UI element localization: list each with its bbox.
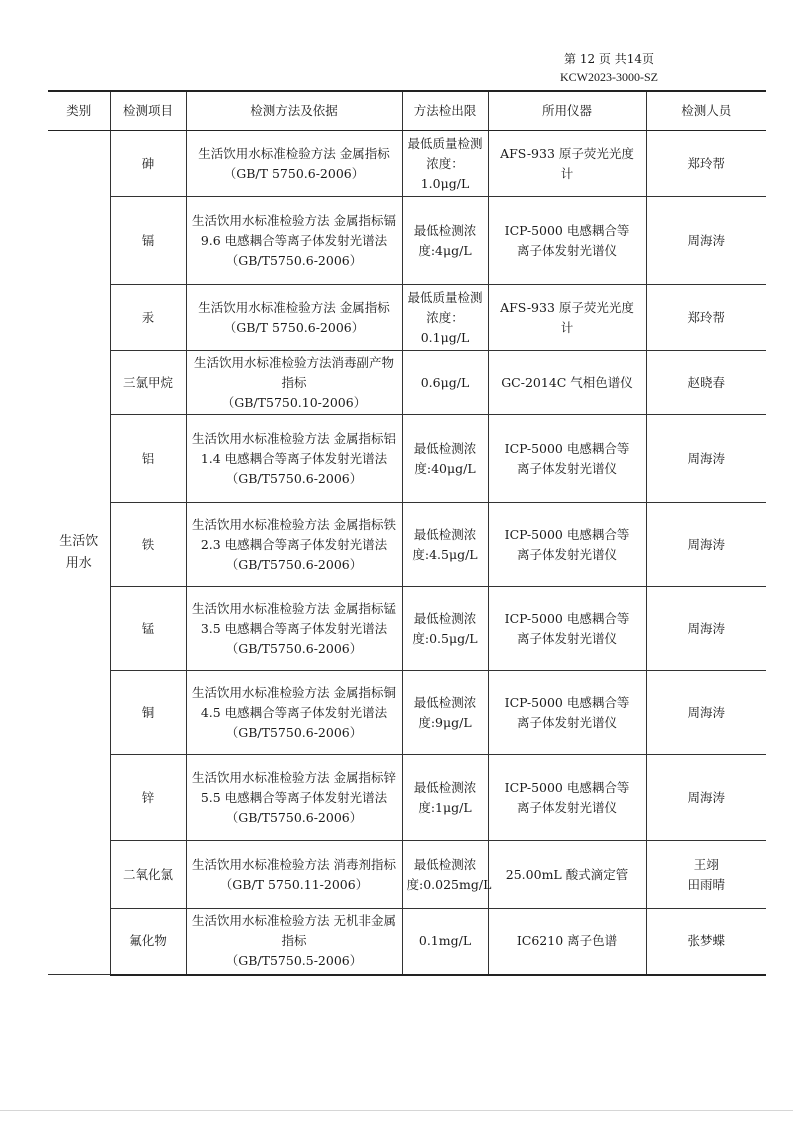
test-item-cell: 铜	[110, 671, 186, 755]
method-standard: （GB/T5750.6-2006）	[225, 724, 363, 740]
method-text: 生活饮用水标准检验方法 金属指标锌 5.5 电感耦合等离子体发射光谱法	[192, 769, 396, 805]
instrument-cell: ICP-5000 电感耦合等离子体发射光谱仪	[488, 503, 646, 587]
detection-limit-cell: 最低质量检测浓度：1.0μg/L	[402, 131, 488, 197]
table-row	[48, 841, 766, 909]
detection-limit-cell: 最低检测浓度:0.5μg/L	[402, 587, 488, 671]
method-standard: （GB/T5750.6-2006）	[225, 640, 363, 656]
detection-limit-cell: 最低检测浓度:40μg/L	[402, 415, 488, 503]
detection-limit-cell: 最低质量检测浓度：0.1μg/L	[402, 285, 488, 351]
method-text: 生活饮用水标准检验方法 金属指标镉 9.6 电感耦合等离子体发射光谱法	[192, 212, 396, 248]
test-item-cell: 铝	[110, 415, 186, 503]
page-bottom-rule	[0, 1110, 793, 1111]
staff-name: 周海涛	[687, 704, 725, 720]
method-standard: （GB/T 5750.11-2006）	[219, 876, 369, 892]
test-item-cell: 锰	[110, 587, 186, 671]
detection-limit-cell: 最低检测浓度:9μg/L	[402, 671, 488, 755]
staff-name: 田雨晴	[687, 876, 725, 892]
table-row	[48, 671, 766, 755]
instrument-cell: 25.00mL 酸式滴定管	[488, 841, 646, 909]
table-row	[48, 503, 766, 587]
test-item-cell: 氟化物	[110, 909, 186, 975]
method-cell	[186, 131, 402, 197]
method-cell	[186, 351, 402, 415]
method-cell	[186, 587, 402, 671]
instrument-cell: GC-2014C 气相色谱仪	[488, 351, 646, 415]
staff-name: 赵晓春	[687, 374, 725, 390]
method-cell	[186, 503, 402, 587]
staff-name: 周海涛	[687, 620, 725, 636]
method-cell	[186, 285, 402, 351]
table-row	[48, 131, 766, 197]
column-header-instrument: 所用仪器	[488, 91, 646, 131]
staff-cell	[646, 671, 766, 755]
method-standard: （GB/T5750.6-2006）	[225, 470, 363, 486]
table-row	[48, 285, 766, 351]
method-text: 生活饮用水标准检验方法 金属指标铁 2.3 电感耦合等离子体发射光谱法	[192, 516, 396, 552]
method-text: 生活饮用水标准检验方法 金属指标锰 3.5 电感耦合等离子体发射光谱法	[192, 600, 396, 636]
method-cell	[186, 671, 402, 755]
table-row	[48, 351, 766, 415]
table-row	[48, 587, 766, 671]
method-standard: （GB/T5750.6-2006）	[225, 809, 363, 825]
staff-cell	[646, 503, 766, 587]
column-header-limit: 方法检出限	[402, 91, 488, 131]
instrument-cell: ICP-5000 电感耦合等离子体发射光谱仪	[488, 197, 646, 285]
instrument-cell: ICP-5000 电感耦合等离子体发射光谱仪	[488, 671, 646, 755]
test-item-cell: 铁	[110, 503, 186, 587]
staff-name: 郑玲帮	[687, 155, 725, 171]
staff-name: 周海涛	[687, 789, 725, 805]
staff-cell	[646, 841, 766, 909]
test-item-cell: 三氯甲烷	[110, 351, 186, 415]
detection-limit-cell: 最低检测浓度:1μg/L	[402, 755, 488, 841]
method-cell	[186, 841, 402, 909]
method-standard: （GB/T5750.6-2006）	[225, 556, 363, 572]
column-header-method: 检测方法及依据	[186, 91, 402, 131]
table-row	[48, 415, 766, 503]
table-row	[48, 909, 766, 975]
staff-cell	[646, 131, 766, 197]
instrument-cell: AFS-933 原子荧光光度计	[488, 285, 646, 351]
method-cell	[186, 755, 402, 841]
detection-limit-cell: 最低检测浓度:0.025mg/L	[402, 841, 488, 909]
test-item-cell: 汞	[110, 285, 186, 351]
staff-name: 周海涛	[687, 536, 725, 552]
staff-cell	[646, 415, 766, 503]
method-text: 生活饮用水标准检验方法 金属指标	[198, 145, 390, 161]
method-standard: （GB/T5750.6-2006）	[225, 252, 363, 268]
test-methods-table-container	[48, 90, 766, 976]
staff-name: 周海涛	[687, 232, 725, 248]
test-item-cell: 锌	[110, 755, 186, 841]
page-number: 第 12 页 共14页	[564, 52, 654, 66]
detection-limit-cell: 最低检测浓度:4.5μg/L	[402, 503, 488, 587]
staff-cell	[646, 197, 766, 285]
table-header-row	[48, 91, 766, 131]
instrument-cell: IC6210 离子色谱	[488, 909, 646, 975]
instrument-cell: ICP-5000 电感耦合等离子体发射光谱仪	[488, 415, 646, 503]
detection-limit-cell: 0.6μg/L	[402, 351, 488, 415]
method-text: 生活饮用水标准检验方法 金属指标	[198, 299, 390, 315]
method-text: 生活饮用水标准检验方法 金属指标铜 4.5 电感耦合等离子体发射光谱法	[192, 684, 396, 720]
staff-cell	[646, 351, 766, 415]
method-text: 生活饮用水标准检验方法 消毒剂指标	[192, 856, 396, 872]
column-header-staff: 检测人员	[646, 91, 766, 131]
staff-name: 王翊	[693, 856, 719, 872]
method-text: 生活饮用水标准检验方法消毒副产物指标	[193, 354, 394, 390]
method-standard: （GB/T5750.10-2006）	[221, 394, 367, 410]
instrument-cell: ICP-5000 电感耦合等离子体发射光谱仪	[488, 587, 646, 671]
method-cell	[186, 197, 402, 285]
column-header-item: 检测项目	[110, 91, 186, 131]
report-number: KCW2023-3000-SZ	[560, 70, 658, 84]
table-row	[48, 197, 766, 285]
method-standard: （GB/T 5750.6-2006）	[223, 319, 365, 335]
instrument-cell: ICP-5000 电感耦合等离子体发射光谱仪	[488, 755, 646, 841]
instrument-cell: AFS-933 原子荧光光度计	[488, 131, 646, 197]
category-cell: 生活饮用水	[48, 131, 110, 975]
column-header-category: 类别	[48, 91, 110, 131]
method-standard: （GB/T 5750.6-2006）	[223, 165, 365, 181]
detection-limit-cell: 0.1mg/L	[402, 909, 488, 975]
method-standard: （GB/T5750.5-2006）	[225, 953, 363, 969]
staff-cell	[646, 909, 766, 975]
staff-name: 张梦蝶	[687, 933, 725, 949]
staff-cell	[646, 587, 766, 671]
test-item-cell: 砷	[110, 131, 186, 197]
staff-cell	[646, 755, 766, 841]
test-methods-table	[48, 90, 766, 976]
staff-name: 郑玲帮	[687, 309, 725, 325]
staff-cell	[646, 285, 766, 351]
table-body	[48, 131, 766, 975]
method-text: 生活饮用水标准检验方法 无机非金属指标	[192, 913, 396, 949]
test-item-cell: 镉	[110, 197, 186, 285]
test-item-cell: 二氧化氯	[110, 841, 186, 909]
staff-name: 周海涛	[687, 450, 725, 466]
method-cell	[186, 909, 402, 975]
table-row	[48, 755, 766, 841]
page-header	[560, 50, 658, 86]
detection-limit-cell: 最低检测浓度:4μg/L	[402, 197, 488, 285]
method-cell	[186, 415, 402, 503]
method-text: 生活饮用水标准检验方法 金属指标铝 1.4 电感耦合等离子体发射光谱法	[192, 430, 396, 466]
